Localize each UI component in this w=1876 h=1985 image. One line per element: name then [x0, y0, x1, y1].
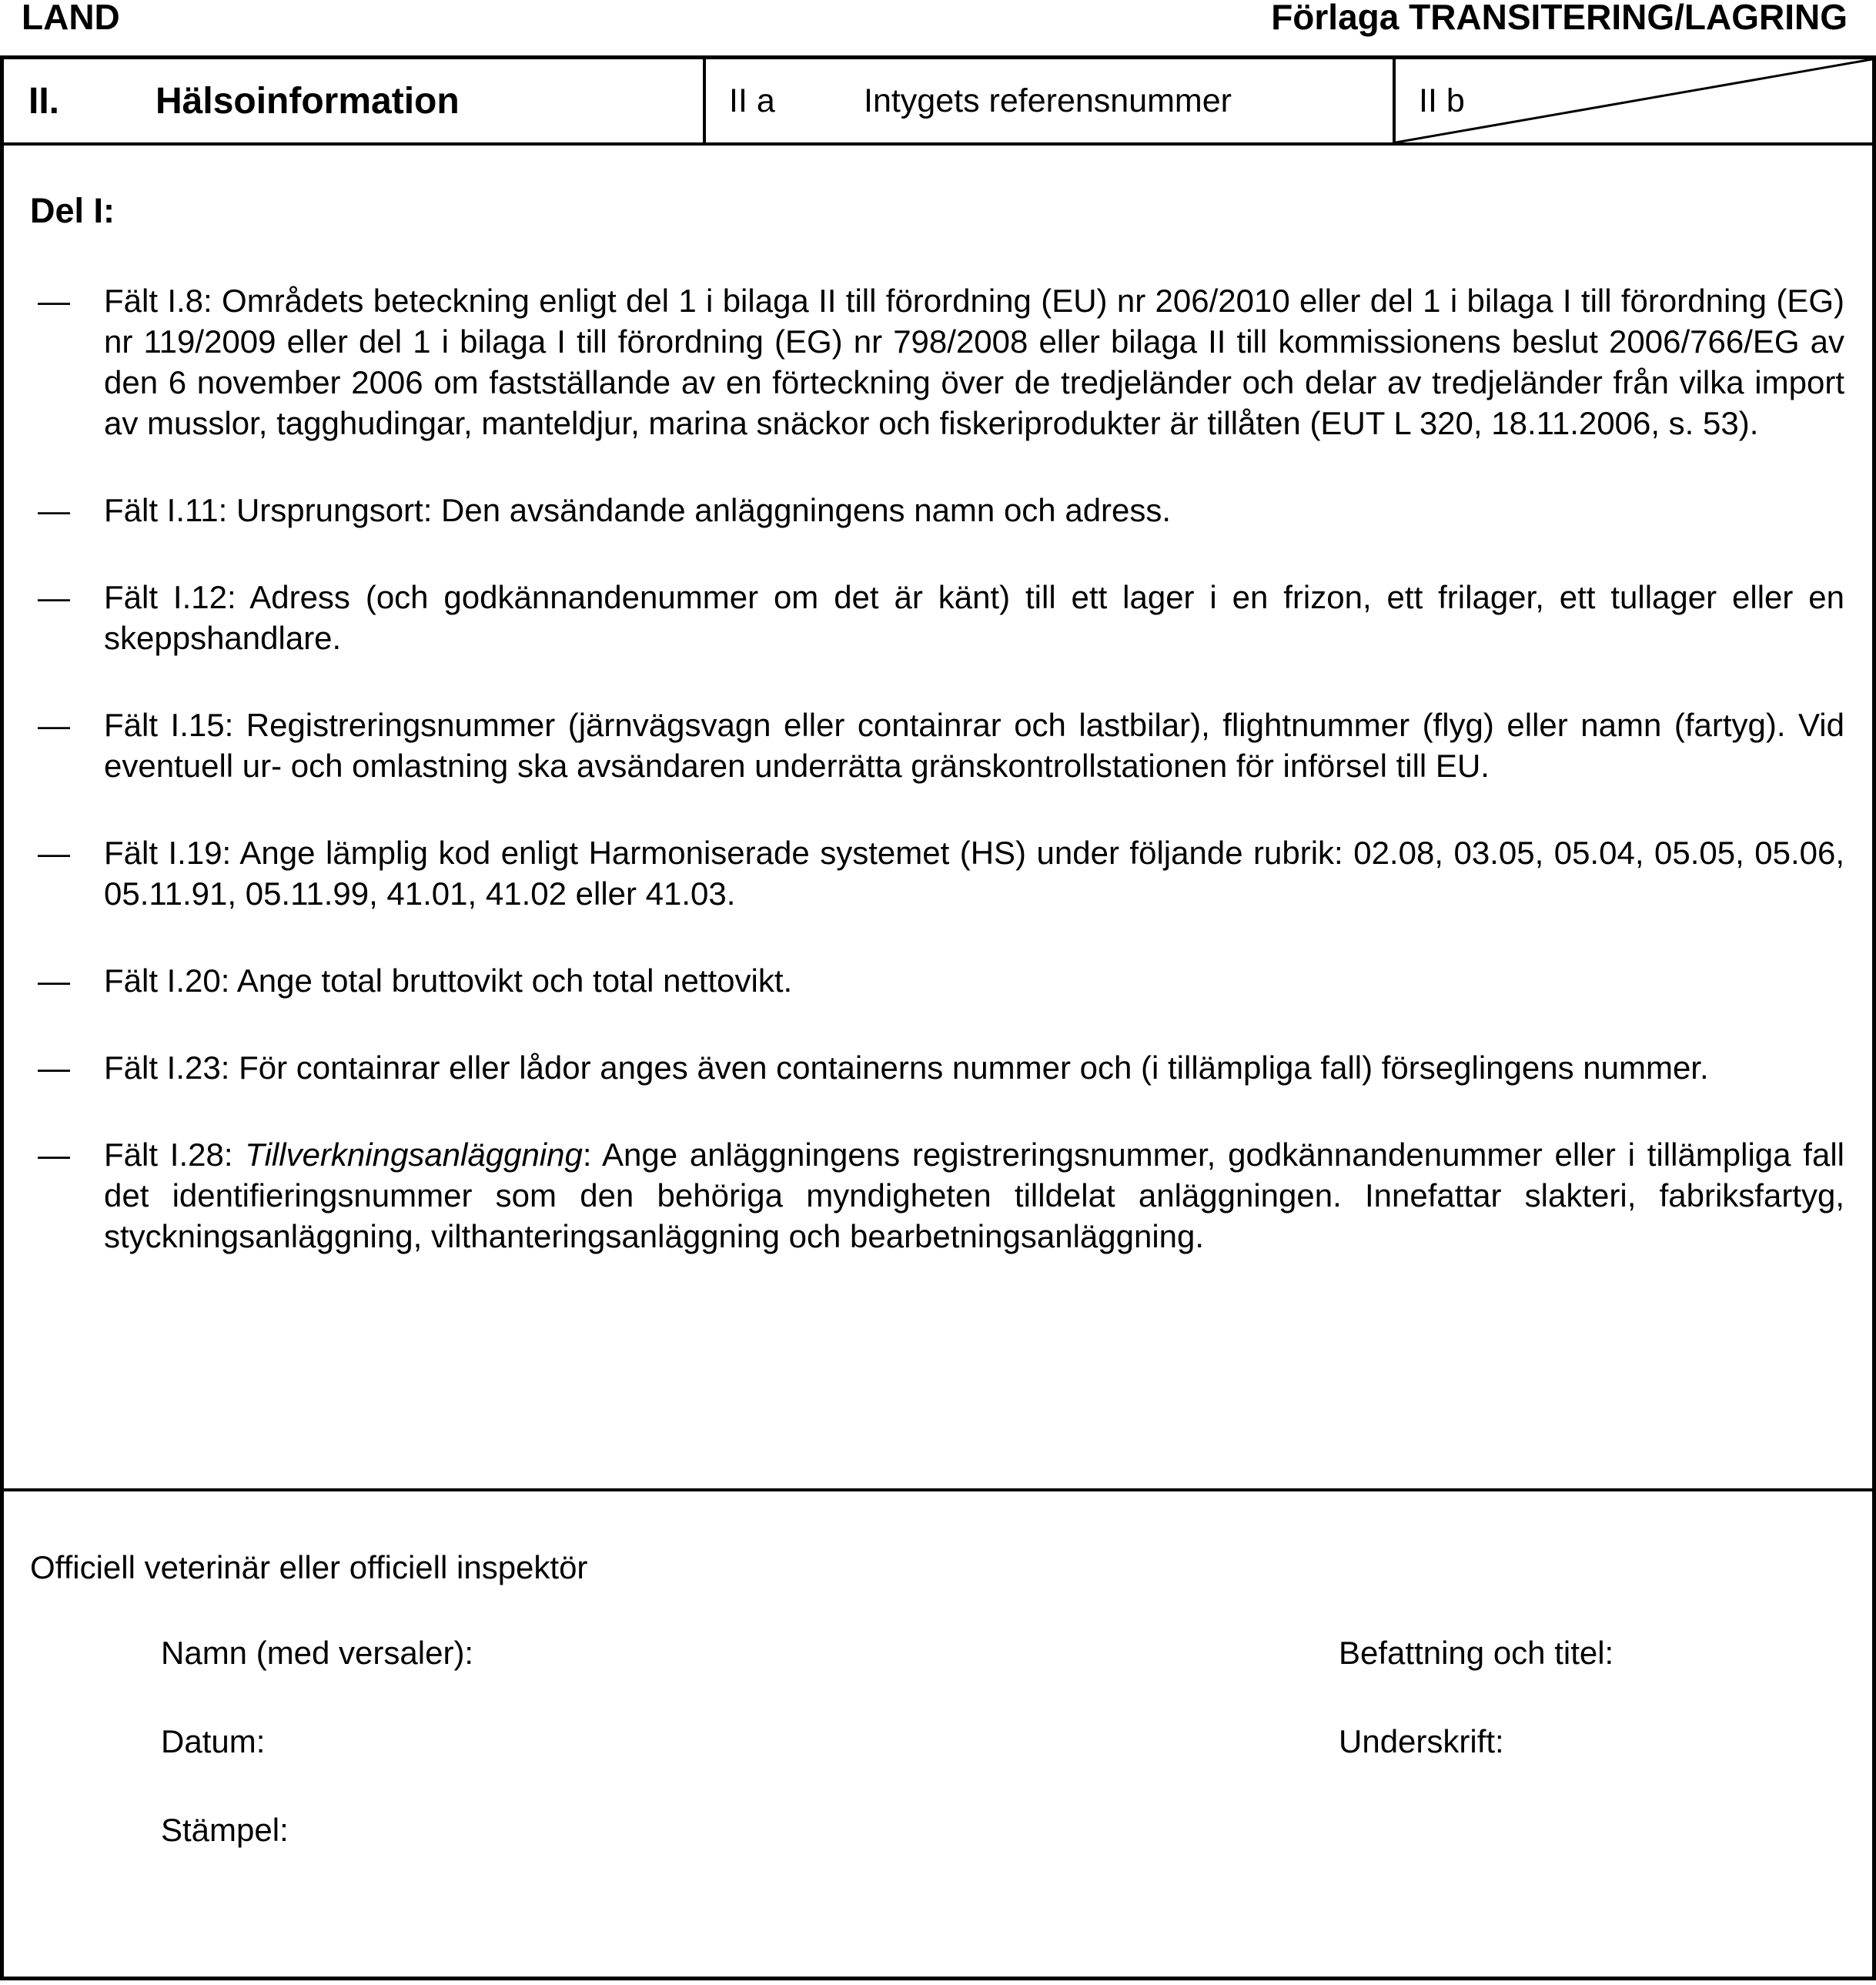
table-header-row: [4, 59, 1872, 146]
field-note-text-suffix: : Ange anläggningens registreringsnummer, godkännandenummer eller i tillämpliga fall det identifieringsnummer som den behöriga myndigheten tilldelat anläggningen. Innefattar slakteri, fabriksfartyg, styckningsanläggning, vilthanteringsanläggning och bearbetningsanläggning.: [104, 1136, 1844, 1254]
certificate-table: [0, 55, 1876, 1980]
field-note-text: Fält I.11: Ursprungsort: Den avsändande anläggningens namn och adress.: [104, 492, 1172, 528]
dash-bullet-marker: —: [38, 707, 70, 743]
certificate-reference-header-cell: [706, 59, 1396, 142]
country-label: LAND: [22, 0, 120, 37]
dash-bullet-marker: —: [38, 1136, 70, 1173]
dash-bullet-marker: —: [38, 579, 70, 615]
health-information-header-cell: [4, 59, 706, 142]
date-label: Datum:: [161, 1723, 266, 1759]
stamp-label: Stämpel:: [161, 1812, 289, 1848]
signature-row-name: [30, 1632, 1844, 1673]
dash-bullet-marker: —: [38, 1049, 70, 1086]
ref-code: II a: [729, 82, 775, 119]
name-label: Namn (med versaler):: [161, 1635, 474, 1671]
ref-label: Intygets referensnummer: [864, 82, 1232, 119]
dash-bullet-marker: —: [38, 962, 70, 999]
dash-bullet-marker: —: [38, 283, 70, 319]
position-title-label: Befattning och titel:: [1339, 1635, 1614, 1671]
field-note-i20: [30, 960, 1844, 1001]
field-note-text: Fält I.15: Registreringsnummer (järnvägsvagn eller containrar och lastbilar), flightnummer (flyg) eller namn (fartyg). Vid eventuell ur- och omlastning ska avsändaren underrätta gränskontrollstationen för införsel till EU.: [104, 707, 1844, 784]
field-note-i23: [30, 1047, 1844, 1088]
field-note-text: Fält I.8: Områdets beteckning enligt del 1 i bilaga II till förordning (EU) nr 206/2010 eller del 1 i bilaga I till förordning (EG) nr 119/2009 eller del 1 i bilaga I till förordning (EG) nr 798/2008 eller bilaga II till kommissionens beslut 2006/766/EG av den 6 november 2006 om fastställande av en förteckning över de tredjeländer och delar av tredjeländer från vilka import av musslor, tagghudingar, manteldjur, marina snäckor och fiskeriprodukter är tillåten (EUT L 320, 18.11.2006, s. 53).: [104, 283, 1844, 441]
field-note-i12: [30, 577, 1844, 658]
field-note-text: Fält I.12: Adress (och godkännandenummer om det är känt) till ett lager i en frizon, ett frilager, ett tullager eller en skeppshandlare.: [104, 579, 1844, 656]
dash-bullet-marker: —: [38, 835, 70, 871]
document-top-header: [22, 0, 1848, 37]
signature-row-stamp: [30, 1809, 1844, 1850]
field-note-text-italic: Tillverkningsanläggning: [245, 1136, 583, 1173]
model-type-label: Förlaga TRANSITERING/LAGRING: [1271, 0, 1848, 37]
signature-section-heading: Officiell veterinär eller officiell inspektör: [30, 1549, 588, 1585]
part-i-notes-cell: [4, 146, 1872, 1491]
field-note-text-prefix: Fält I.28:: [104, 1136, 246, 1173]
dash-bullet-marker: —: [38, 492, 70, 528]
field-note-i28: [30, 1134, 1844, 1257]
field-note-i15: [30, 705, 1844, 786]
field-note-i19: [30, 832, 1844, 914]
part-i-heading: Del I:: [30, 191, 115, 230]
diagonal-strikethrough-line: [1396, 59, 1872, 142]
field-note-text: Fält I.20: Ange total bruttovikt och total nettovikt.: [104, 962, 793, 999]
field-note-text: Fält I.23: För containrar eller lådor anges även containerns nummer och (i tillämpliga fall) förseglingens nummer.: [104, 1049, 1709, 1086]
iib-label: II b: [1419, 82, 1465, 119]
section-title: Hälsoinformation: [155, 80, 460, 122]
signature-label: Underskrift:: [1339, 1723, 1504, 1759]
field-note-i8: [30, 280, 1844, 444]
signature-section-cell: [4, 1491, 1872, 1977]
section-number: II.: [28, 80, 60, 122]
field-note-text: Fält I.19: Ange lämplig kod enligt Harmoniserade systemet (HS) under följande rubrik: 02.08, 03.05, 05.04, 05.05, 05.06, 05.11.91, 05.11.99, 41.01, 41.02 eller 41.03.: [104, 835, 1844, 912]
field-note-i11: [30, 490, 1844, 531]
signature-row-date: [30, 1721, 1844, 1762]
iib-header-cell: [1396, 59, 1872, 142]
